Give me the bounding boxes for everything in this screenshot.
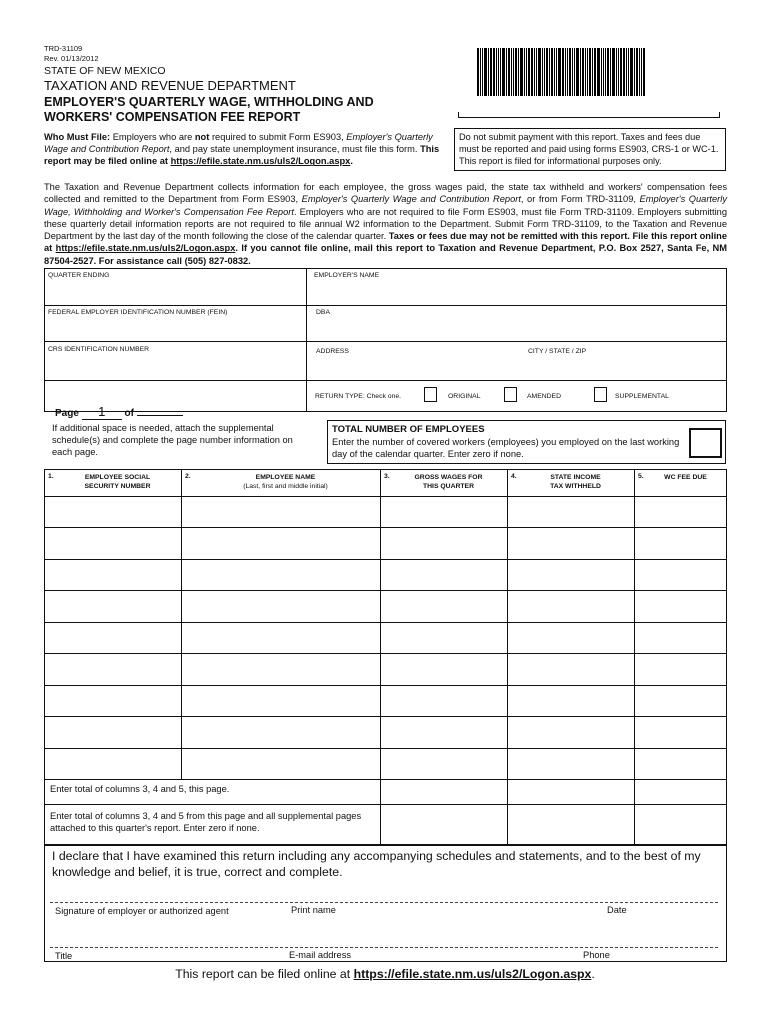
state-tax-input[interactable]	[509, 687, 632, 714]
footer-period: .	[591, 967, 595, 981]
quarter-ending-input[interactable]	[46, 281, 304, 304]
ssn-input[interactable]	[46, 655, 179, 682]
table-row	[44, 653, 727, 684]
crs-label: CRS IDENTIFICATION NUMBER	[48, 346, 150, 353]
barcode-bar	[607, 48, 609, 96]
ssn-input[interactable]	[46, 718, 179, 745]
footer	[0, 967, 770, 981]
wc-fee-input[interactable]	[636, 624, 725, 651]
column-header-line2: THIS QUARTER	[423, 483, 474, 490]
page-number-field[interactable]	[82, 404, 122, 420]
barcode-bar	[531, 48, 533, 96]
employee-name-input[interactable]	[183, 498, 378, 525]
barcode-bar	[616, 48, 617, 96]
gross-wages-input[interactable]	[382, 750, 505, 777]
form-title-line2: WORKERS' COMPENSATION FEE REPORT	[44, 110, 301, 124]
wc-fee-input[interactable]	[636, 561, 725, 588]
barcode-bar	[585, 48, 586, 96]
wc-fee-input[interactable]	[636, 718, 725, 745]
state-tax-input[interactable]	[509, 655, 632, 682]
barcode-bar	[574, 48, 575, 96]
barcode-bar	[536, 48, 537, 96]
barcode-bar	[565, 48, 566, 96]
table-header	[44, 469, 727, 496]
gross-wages-input[interactable]	[382, 498, 505, 525]
page-number-value: 1	[98, 404, 106, 419]
wc-fee-input[interactable]	[636, 750, 725, 777]
footer-text: This report can be filed online at	[175, 967, 351, 981]
employee-name-input[interactable]	[183, 655, 378, 682]
wc-fee-input[interactable]	[636, 592, 725, 619]
employer-name-input[interactable]	[310, 281, 724, 304]
crs-input[interactable]	[46, 355, 304, 379]
intro-s3: . Employers who are not required to file Form ES903, must file Form TRD-31109. Employers submitting these quarterly detail information reports are not required to file annual W2 information to the Department. Submit Form TRD-31109, to the Taxation and Revenue Department by the last day of the month following the close of the calendar quarter.	[44, 206, 727, 242]
employer-name-label: EMPLOYER'S NAME	[314, 272, 380, 279]
employee-name-input[interactable]	[183, 718, 378, 745]
original-label: ORIGINAL	[448, 393, 481, 400]
column-header	[521, 473, 630, 491]
title-email-phone-input[interactable]	[50, 932, 710, 946]
barcode-bar	[500, 48, 501, 96]
barcode-bar	[620, 48, 622, 96]
barcode-bar	[513, 48, 514, 96]
total-all-wc-input[interactable]	[636, 806, 725, 843]
barcode-bar	[546, 48, 548, 96]
table-row	[44, 559, 727, 590]
table-row	[44, 527, 727, 558]
fein-input[interactable]	[46, 318, 304, 340]
barcode-bar	[502, 48, 505, 96]
gross-wages-input[interactable]	[382, 718, 505, 745]
gross-wages-input[interactable]	[382, 655, 505, 682]
state-tax-input[interactable]	[509, 592, 632, 619]
table-row	[44, 496, 727, 527]
barcode-bar	[542, 48, 543, 96]
table-row	[44, 685, 727, 716]
table-row	[44, 622, 727, 653]
footer-efile-link[interactable]: https://efile.state.nm.us/uls2/Logon.aspx	[353, 967, 592, 981]
who-must-file-p3: , and pay state unemployment insurance, must file this form.	[169, 144, 418, 155]
table-row	[44, 716, 727, 747]
efile-link[interactable]: https://efile.state.nm.us/uls2/Logon.aspx	[170, 156, 351, 167]
email-label: E-mail address	[289, 950, 352, 960]
column-number: 4.	[511, 473, 517, 480]
barcode-bar	[592, 48, 593, 96]
dba-label: DBA	[316, 309, 330, 316]
barcode-bar	[534, 48, 535, 96]
department-name: TAXATION AND REVENUE DEPARTMENT	[44, 78, 296, 93]
column-header	[648, 473, 723, 482]
barcode-bar	[498, 48, 499, 96]
signature-label: Signature of employer or authorized agent	[55, 906, 229, 916]
barcode-bar	[484, 48, 487, 96]
barcode-bar	[524, 48, 525, 96]
intro-s2: , or from Form TRD-31109,	[520, 194, 636, 205]
signature-input[interactable]	[50, 887, 710, 901]
ssn-input[interactable]	[46, 592, 179, 619]
title-label: Title	[55, 951, 73, 961]
fein-label: FEDERAL EMPLOYER IDENTIFICATION NUMBER (FEIN)	[48, 309, 228, 316]
phone-label: Phone	[583, 950, 610, 960]
column-header	[394, 473, 503, 491]
barcode-bar	[597, 48, 600, 96]
who-must-file	[44, 131, 452, 168]
table-row	[44, 590, 727, 621]
state-tax-input[interactable]	[509, 750, 632, 777]
total-all-wages-input[interactable]	[382, 806, 505, 843]
barcode-bar	[572, 48, 573, 96]
barcode-bar	[636, 48, 638, 96]
amended-label: AMENDED	[527, 393, 561, 400]
ssn-input[interactable]	[46, 624, 179, 651]
column-number: 5.	[638, 473, 644, 480]
barcode-bar	[482, 48, 483, 96]
form-id: TRD-31109	[44, 44, 83, 53]
column-header-line1: GROSS WAGES FOR	[414, 474, 483, 481]
barcode-bar	[538, 48, 541, 96]
column-number: 1.	[48, 473, 54, 480]
column-number: 2.	[185, 473, 191, 480]
table-row	[44, 748, 727, 779]
barcode-bar	[511, 48, 512, 96]
barcode-bar	[610, 48, 611, 96]
column-header-line1: STATE INCOME	[550, 474, 601, 481]
barcode-bar	[643, 48, 645, 96]
wc-fee-input[interactable]	[636, 687, 725, 714]
barcode-bar	[576, 48, 579, 96]
who-must-file-form-name: Employer's Quarterly Wage and Contribution Report	[44, 132, 433, 155]
gross-wages-input[interactable]	[382, 624, 505, 651]
intro-paragraph	[44, 181, 727, 267]
wc-fee-input[interactable]	[636, 655, 725, 682]
column-header-line2: TAX WITHHELD	[550, 483, 601, 490]
total-page-tax-input[interactable]	[509, 781, 632, 802]
ssn-input[interactable]	[46, 529, 179, 556]
page-note: If additional space is needed, attach the supplemental schedule(s) and complete the page number information on each page.	[52, 423, 293, 457]
column-header-line2: (Last, first and middle initial)	[243, 483, 328, 490]
barcode-bar	[626, 48, 627, 96]
barcode-bar	[508, 48, 510, 96]
state-tax-input[interactable]	[509, 718, 632, 745]
notice-box: Do not submit payment with this report. Taxes and fees due must be reported and paid using forms ES903, CRS-1 or WC-1. This report is filed for informational purposes only.	[454, 128, 726, 171]
who-must-file-not: not	[194, 132, 210, 142]
who-must-file-lead: Who Must File:	[44, 132, 111, 142]
wc-fee-input[interactable]	[636, 529, 725, 556]
ssn-input[interactable]	[46, 687, 179, 714]
column-header-line1: EMPLOYEE NAME	[255, 474, 316, 481]
barcode-bar	[618, 48, 619, 96]
gross-wages-input[interactable]	[382, 561, 505, 588]
barcode-bar	[603, 48, 604, 96]
dba-input[interactable]	[310, 318, 724, 340]
barcode	[477, 48, 655, 96]
employees-count-input[interactable]	[689, 428, 722, 458]
barcode-bar	[528, 48, 530, 96]
employee-name-input[interactable]	[183, 687, 378, 714]
quarter-ending-label: QUARTER ENDING	[48, 272, 110, 279]
ssn-input[interactable]	[46, 750, 179, 777]
barcode-bar	[605, 48, 606, 96]
employee-name-input[interactable]	[183, 592, 378, 619]
state-tax-input[interactable]	[509, 561, 632, 588]
barcode-bar	[567, 48, 568, 96]
page-info	[55, 404, 183, 420]
barcode-bar	[641, 48, 642, 96]
state-name: STATE OF NEW MEXICO	[44, 65, 166, 77]
city-state-zip-label: CITY / STATE / ZIP	[528, 348, 587, 355]
ssn-input[interactable]	[46, 561, 179, 588]
total-all-label: Enter total of columns 3, 4 and 5 from this page and all supplemental pages attached to this quarter's report. Enter zero if none.	[50, 811, 362, 833]
barcode-bar	[480, 48, 481, 96]
barcode-bar	[639, 48, 640, 96]
barcode-bar	[594, 48, 596, 96]
column-header	[58, 473, 177, 491]
barcode-bar	[628, 48, 629, 96]
barcode-bar	[569, 48, 571, 96]
address-input[interactable]	[310, 357, 724, 379]
employee-name-input[interactable]	[183, 529, 378, 556]
total-page-wc-input[interactable]	[636, 781, 725, 802]
wc-fee-input[interactable]	[636, 498, 725, 525]
revision-date: Rev. 01/13/2012	[44, 54, 99, 63]
ssn-input[interactable]	[46, 498, 179, 525]
gross-wages-input[interactable]	[382, 592, 505, 619]
barcode-bar	[496, 48, 497, 96]
column-header-line1: EMPLOYEE SOCIAL	[84, 474, 151, 481]
barcode-bar	[556, 48, 557, 96]
employees-text: Enter the number of covered workers (employees) you employed on the last working day of the calendar quarter. Enter zero if none.	[332, 437, 680, 459]
barcode-bar	[551, 48, 553, 96]
employee-name-input[interactable]	[183, 750, 378, 777]
who-must-file-p2: required to submit Form ES903,	[211, 132, 344, 142]
barcode-bar	[554, 48, 555, 96]
column-header	[195, 473, 376, 491]
barcode-bar	[520, 48, 523, 96]
who-must-file-online: This report may be filed online at	[44, 144, 440, 167]
total-all-tax-input[interactable]	[509, 806, 632, 843]
employees-title: TOTAL NUMBER OF EMPLOYEES	[332, 424, 485, 435]
total-page-wages-input[interactable]	[382, 781, 505, 802]
gross-wages-input[interactable]	[382, 687, 505, 714]
gross-wages-input[interactable]	[382, 529, 505, 556]
barcode-bar	[634, 48, 635, 96]
barcode-bar	[477, 48, 479, 96]
amended-checkbox[interactable]	[504, 387, 517, 402]
barcode-bar	[515, 48, 517, 96]
intro-s1-form: Employer's Quarterly Wage and Contribution Report	[301, 194, 521, 205]
employee-name-input[interactable]	[183, 561, 378, 588]
intro-s4: Taxes or fees due may not be remitted with this report. File this report online at	[44, 231, 727, 254]
page-label: Page	[55, 408, 79, 419]
barcode-bar	[582, 48, 584, 96]
intro-s1: The Taxation and Revenue Department collects information for each employee, the gross wages paid, the state tax withheld and workers' compensation fees collected and remitted to the Department from Form ES903,	[44, 182, 727, 205]
barcode-bar	[506, 48, 507, 96]
date-label: Date	[607, 905, 627, 915]
column-header-line2: SECURITY NUMBER	[84, 483, 151, 490]
employee-name-input[interactable]	[183, 624, 378, 651]
state-tax-input[interactable]	[509, 498, 632, 525]
of-label: of	[124, 408, 134, 419]
declaration-text: I declare that I have examined this return including any accompanying schedules and statements, and to the best of my knowledge and belief, it is true, correct and complete.	[52, 849, 701, 879]
barcode-bar	[518, 48, 519, 96]
return-type-label: RETURN TYPE: Check one.	[315, 393, 401, 400]
barcode-bar	[562, 48, 564, 96]
state-tax-input[interactable]	[509, 624, 632, 651]
barcode-bar	[544, 48, 545, 96]
barcode-bar	[490, 48, 492, 96]
state-tax-input[interactable]	[509, 529, 632, 556]
supplemental-checkbox[interactable]	[594, 387, 607, 402]
print-name-label: Print name	[291, 905, 336, 915]
intro-s2-form: Employer's Quarterly Wage, Withholding and Worker's Compensation Fee Report	[44, 194, 727, 217]
barcode-bar	[549, 48, 550, 96]
column-number: 3.	[384, 473, 390, 480]
barcode-bar	[589, 48, 591, 96]
barcode-bar	[623, 48, 625, 96]
who-must-file-p1: Employers who are	[112, 132, 193, 142]
barcode-bracket	[458, 112, 720, 118]
supplemental-label: SUPPLEMENTAL	[615, 393, 669, 400]
barcode-bar	[630, 48, 633, 96]
barcode-bar	[580, 48, 581, 96]
total-page-label: Enter total of columns 3, 4 and 5, this page.	[50, 784, 230, 794]
intro-efile-link[interactable]: https://efile.state.nm.us/uls2/Logon.aspx	[55, 243, 236, 254]
form-title-line1: EMPLOYER'S QUARTERLY WAGE, WITHHOLDING AND	[44, 95, 374, 109]
barcode-bar	[601, 48, 602, 96]
who-must-file-period: .	[350, 156, 353, 167]
barcode-bar	[612, 48, 615, 96]
barcode-bar	[558, 48, 561, 96]
barcode-bar	[493, 48, 495, 96]
barcode-bar	[587, 48, 588, 96]
original-checkbox[interactable]	[424, 387, 437, 402]
barcode-bar	[488, 48, 489, 96]
page-total-field[interactable]	[137, 415, 183, 416]
address-label: ADDRESS	[316, 348, 349, 355]
column-header-line1: WC FEE DUE	[664, 474, 707, 481]
barcode-bar	[526, 48, 527, 96]
intro-s5: . If you cannot file online, mail this report to Taxation and Revenue Department, P.O. Box 2527, Santa Fe, NM 87504-2527. For assistance call (505) 827-0832.	[44, 243, 727, 266]
